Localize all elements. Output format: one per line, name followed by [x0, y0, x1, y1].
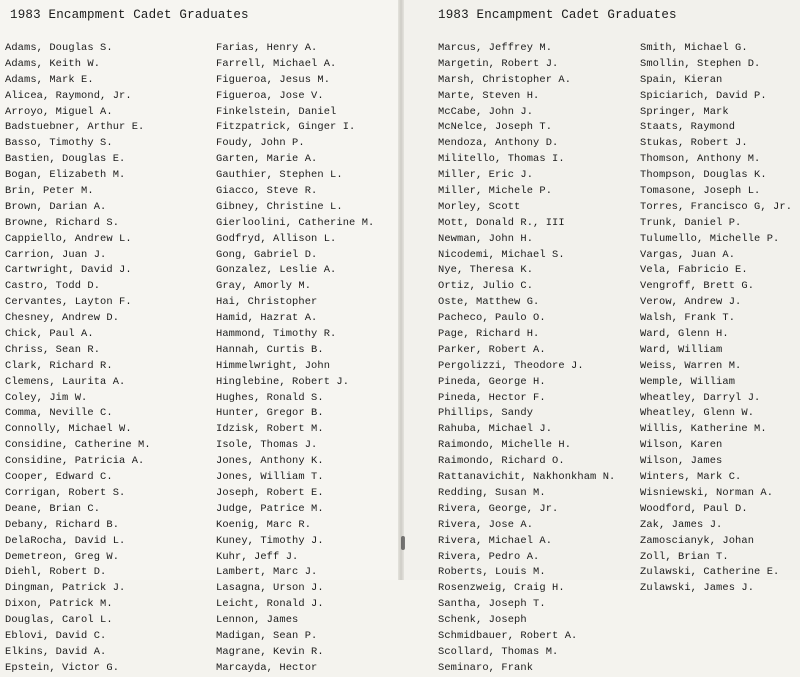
graduate-name: Mott, Donald R., III: [438, 216, 565, 229]
graduate-name: Cervantes, Layton F.: [5, 296, 132, 309]
graduate-name: Kuhr, Jeff J.: [216, 550, 299, 563]
graduate-name: Torres, Francisco G, Jr.: [640, 200, 793, 213]
graduate-name: Wisniewski, Norman A.: [640, 486, 774, 499]
graduate-name: Marte, Steven H.: [438, 89, 540, 102]
graduate-name: Adams, Mark E.: [5, 73, 94, 86]
graduate-name: Smith, Michael G.: [640, 42, 748, 54]
binding-mark: [401, 536, 405, 550]
graduate-name: Hai, Christopher: [216, 296, 318, 309]
graduate-name: Bastien, Douglas E.: [5, 153, 126, 166]
graduate-name: Spiciarich, David P.: [640, 89, 767, 102]
graduate-name: Hinglebine, Robert J.: [216, 375, 350, 388]
page-gutter: [398, 0, 404, 580]
graduate-name: Coley, Jim W.: [5, 391, 88, 404]
graduate-name: McCabe, John J.: [438, 105, 534, 118]
graduate-name: Verow, Andrew J.: [640, 296, 742, 309]
graduate-name: Winters, Mark C.: [640, 471, 742, 484]
graduate-name: Joseph, Robert E.: [216, 486, 324, 499]
graduate-name: Clark, Richard R.: [5, 359, 113, 372]
graduate-name: Considine, Patricia A.: [5, 455, 145, 468]
graduate-name: Rahuba, Michael J.: [438, 423, 553, 436]
graduate-name: Schenk, Joseph: [438, 614, 527, 627]
graduate-name: Pineda, Hector F.: [438, 391, 546, 404]
graduate-name: Wemple, William: [640, 375, 736, 388]
graduate-name: Demetreon, Greg W.: [5, 550, 120, 563]
right-page-title: 1983 Encampment Cadet Graduates: [438, 8, 677, 22]
graduate-name: Parker, Robert A.: [438, 343, 546, 356]
graduate-name: Figueroa, Jose V.: [216, 89, 324, 102]
graduate-name: Elkins, David A.: [5, 645, 107, 658]
graduate-name: Mendoza, Anthony D.: [438, 137, 559, 150]
graduate-name: Fitzpatrick, Ginger I.: [216, 121, 356, 134]
graduate-name: Stukas, Robert J.: [640, 137, 748, 150]
graduate-name: Diehl, Robert D.: [5, 566, 107, 579]
graduate-name: Figueroa, Jesus M.: [216, 73, 331, 86]
graduate-name: Idzisk, Robert M.: [216, 423, 324, 436]
graduate-name: Morley, Scott: [438, 200, 521, 213]
graduate-name: Lambert, Marc J.: [216, 566, 318, 579]
graduate-name: Wheatley, Darryl J.: [640, 391, 761, 404]
graduate-name: Scollard, Thomas M.: [438, 645, 559, 658]
graduate-name: Rivera, Michael A.: [438, 534, 553, 547]
graduate-name: Marcayda, Hector: [216, 661, 318, 674]
graduate-name: Douglas, Carol L.: [5, 614, 113, 627]
graduate-name: Kuney, Timothy J.: [216, 534, 324, 547]
graduate-name: Wilson, Karen: [640, 439, 723, 452]
graduate-name: Gierloolini, Catherine M.: [216, 216, 375, 229]
graduate-name: Gray, Amorly M.: [216, 280, 312, 293]
graduate-name: DelaRocha, David L.: [5, 534, 126, 547]
graduate-name: Gonzalez, Leslie A.: [216, 264, 337, 277]
graduate-name: Spain, Kieran: [640, 73, 723, 86]
graduate-name: Hunter, Gregor B.: [216, 407, 324, 420]
graduate-name: Gong, Gabriel D.: [216, 248, 318, 261]
graduate-name: Comma, Neville C.: [5, 407, 113, 420]
graduate-name: Chesney, Andrew D.: [5, 312, 120, 325]
graduate-name: Oste, Matthew G.: [438, 296, 540, 309]
graduate-name: Ward, Glenn H.: [640, 328, 729, 341]
graduate-name: Gibney, Christine L.: [216, 200, 343, 213]
graduate-name: Wilson, James: [640, 455, 723, 468]
graduate-name: Weiss, Warren M.: [640, 359, 742, 372]
graduate-name: Farrell, Michael A.: [216, 57, 337, 70]
graduate-name: Cartwright, David J.: [5, 264, 132, 277]
graduate-name: Corrigan, Robert S.: [5, 486, 126, 499]
graduate-name: Nye, Theresa K.: [438, 264, 534, 277]
graduate-name: Nicodemi, Michael S.: [438, 248, 565, 261]
graduate-name: Browne, Richard S.: [5, 216, 120, 229]
graduate-name: Epstein, Victor G.: [5, 661, 120, 674]
graduate-name: Garten, Marie A.: [216, 153, 318, 166]
graduate-name: Militello, Thomas I.: [438, 153, 565, 166]
graduate-name: Staats, Raymond: [640, 121, 736, 134]
graduate-name: Marcus, Jeffrey M.: [438, 42, 553, 54]
graduate-name: Rivera, Jose A.: [438, 518, 534, 531]
graduate-name: Hamid, Hazrat A.: [216, 312, 318, 325]
graduate-name: Willis, Katherine M.: [640, 423, 767, 436]
graduate-name: Zulawski, James J.: [640, 582, 755, 595]
graduate-name: Brown, Darian A.: [5, 200, 107, 213]
graduate-name: Castro, Todd D.: [5, 280, 101, 293]
graduate-name: Farias, Henry A.: [216, 42, 318, 54]
graduate-name: Hannah, Curtis B.: [216, 343, 324, 356]
graduate-name: Chick, Paul A.: [5, 328, 94, 341]
graduate-name: Roberts, Louis M.: [438, 566, 546, 579]
graduate-name: Debany, Richard B.: [5, 518, 120, 531]
graduate-name: Foudy, John P.: [216, 137, 305, 150]
graduate-name: McNelce, Joseph T.: [438, 121, 553, 134]
graduate-name: Giacco, Steve R.: [216, 185, 318, 198]
graduate-name: Cooper, Edward C.: [5, 471, 113, 484]
graduate-name: Carrion, Juan J.: [5, 248, 107, 261]
graduate-name: Brin, Peter M.: [5, 185, 94, 198]
graduate-name: Miller, Eric J.: [438, 169, 534, 182]
graduate-name: Arroyo, Miguel A.: [5, 105, 113, 118]
graduate-name: Newman, John H.: [438, 232, 534, 245]
graduate-name: Adams, Douglas S.: [5, 42, 113, 54]
graduate-name: Tulumello, Michelle P.: [640, 232, 780, 245]
graduate-name: Gauthier, Stephen L.: [216, 169, 343, 182]
graduate-name: Thompson, Douglas K.: [640, 169, 767, 182]
right-names-column-2: [640, 41, 792, 597]
graduate-name: Rattanavichit, Nakhonkham N.: [438, 471, 616, 484]
graduate-name: Godfryd, Allison L.: [216, 232, 337, 245]
graduate-name: Rivera, George, Jr.: [438, 502, 559, 515]
graduate-name: Himmelwright, John: [216, 359, 331, 372]
graduate-name: Miller, Michele P.: [438, 185, 553, 198]
graduate-name: Deane, Brian C.: [5, 502, 101, 515]
graduate-name: Alicea, Raymond, Jr.: [5, 89, 132, 102]
graduate-name: Page, Richard H.: [438, 328, 540, 341]
graduate-name: Ortiz, Julio C.: [438, 280, 534, 293]
left-names-column-1: [5, 41, 151, 677]
graduate-name: Redding, Susan M.: [438, 486, 546, 499]
graduate-name: Rivera, Pedro A.: [438, 550, 540, 563]
graduate-name: Bogan, Elizabeth M.: [5, 169, 126, 182]
graduate-name: Marsh, Christopher A.: [438, 73, 572, 86]
graduate-name: Vengroff, Brett G.: [640, 280, 755, 293]
graduate-name: Schmidbauer, Robert A.: [438, 629, 578, 642]
graduate-name: Finkelstein, Daniel: [216, 105, 337, 118]
graduate-name: Badstuebner, Arthur E.: [5, 121, 145, 134]
left-page: [0, 0, 400, 674]
graduate-name: Walsh, Frank T.: [640, 312, 736, 325]
graduate-name: Wheatley, Glenn W.: [640, 407, 755, 420]
graduate-name: Vargas, Juan A.: [640, 248, 736, 261]
graduate-name: Raimondo, Michelle H.: [438, 439, 572, 452]
graduate-name: Hughes, Ronald S.: [216, 391, 324, 404]
graduate-name: Zoll, Brian T.: [640, 550, 729, 563]
graduate-name: Phillips, Sandy: [438, 407, 534, 420]
right-names-column-1: [438, 41, 615, 677]
graduate-name: Vela, Fabricio E.: [640, 264, 748, 277]
graduate-name: Considine, Catherine M.: [5, 439, 151, 452]
graduate-name: Woodford, Paul D.: [640, 502, 748, 515]
graduate-name: Lasagna, Urson J.: [216, 582, 324, 595]
graduate-name: Magrane, Kevin R.: [216, 645, 324, 658]
graduate-name: Jones, Anthony K.: [216, 455, 324, 468]
graduate-name: Koenig, Marc R.: [216, 518, 312, 531]
graduate-name: Pacheco, Paulo O.: [438, 312, 546, 325]
graduate-name: Isole, Thomas J.: [216, 439, 318, 452]
graduate-name: Rosenzweig, Craig H.: [438, 582, 565, 595]
graduate-name: Smollin, Stephen D.: [640, 57, 761, 70]
graduate-name: Zak, James J.: [640, 518, 723, 531]
graduate-name: Jones, William T.: [216, 471, 324, 484]
graduate-name: Connolly, Michael W.: [5, 423, 132, 436]
graduate-name: Madigan, Sean P.: [216, 629, 318, 642]
graduate-name: Cappiello, Andrew L.: [5, 232, 132, 245]
graduate-name: Tomasone, Joseph L.: [640, 185, 761, 198]
right-page: [400, 0, 800, 674]
left-page-title: 1983 Encampment Cadet Graduates: [10, 8, 249, 22]
graduate-name: Seminaro, Frank: [438, 661, 534, 674]
graduate-name: Chriss, Sean R.: [5, 343, 101, 356]
graduate-name: Hammond, Timothy R.: [216, 328, 337, 341]
graduate-name: Basso, Timothy S.: [5, 137, 113, 150]
graduate-name: Zamoscianyk, Johan: [640, 534, 755, 547]
graduate-name: Zulawski, Catherine E.: [640, 566, 780, 579]
graduate-name: Judge, Patrice M.: [216, 502, 324, 515]
left-names-column-2: [216, 41, 374, 677]
graduate-name: Springer, Mark: [640, 105, 729, 118]
graduate-name: Raimondo, Richard O.: [438, 455, 565, 468]
graduate-name: Margetin, Robert J.: [438, 57, 559, 70]
graduate-name: Dixon, Patrick M.: [5, 598, 113, 611]
graduate-name: Lennon, James: [216, 614, 299, 627]
graduate-name: Leicht, Ronald J.: [216, 598, 324, 611]
graduate-name: Ward, William: [640, 343, 723, 356]
graduate-name: Trunk, Daniel P.: [640, 216, 742, 229]
graduate-name: Thomson, Anthony M.: [640, 153, 761, 166]
graduate-name: Santha, Joseph T.: [438, 598, 546, 611]
graduate-name: Pergolizzi, Theodore J.: [438, 359, 584, 372]
graduate-name: Adams, Keith W.: [5, 57, 101, 70]
graduate-name: Clemens, Laurita A.: [5, 375, 126, 388]
graduate-name: Dingman, Patrick J.: [5, 582, 126, 595]
graduate-name: Eblovi, David C.: [5, 629, 107, 642]
graduate-name: Pineda, George H.: [438, 375, 546, 388]
